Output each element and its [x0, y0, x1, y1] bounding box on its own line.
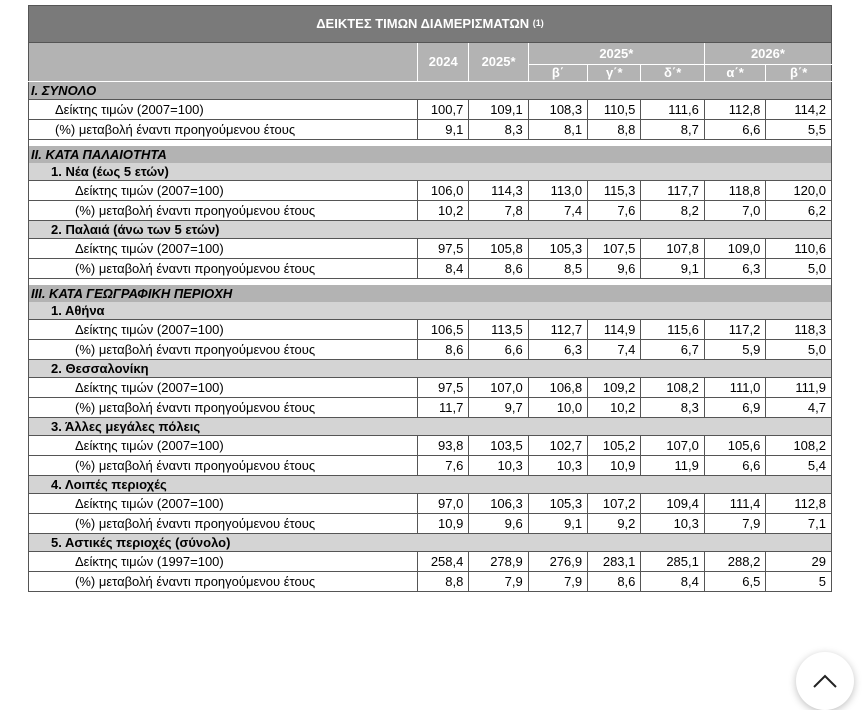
row-label: (%) μεταβολή έναντι προηγούμενου έτους [29, 259, 418, 279]
group-header-title: 1. Νέα (έως 5 ετών) [29, 163, 832, 181]
table-row [29, 201, 832, 221]
value-cell: 7,6 [588, 201, 641, 221]
value-cell: 97,5 [418, 239, 469, 259]
value-cell: 10,9 [418, 514, 469, 534]
table-row [29, 436, 832, 456]
value-cell: 105,3 [528, 239, 587, 259]
row-label: Δείκτης τιμών (1997=100) [29, 552, 418, 572]
price-index-table [28, 5, 832, 592]
row-label: (%) μεταβολή έναντι προηγούμενου έτους [29, 456, 418, 476]
table-row [29, 494, 832, 514]
value-cell: 7,9 [469, 572, 528, 592]
value-cell: 9,1 [418, 120, 469, 140]
value-cell: 113,5 [469, 320, 528, 340]
value-cell: 106,5 [418, 320, 469, 340]
value-cell: 29 [766, 552, 832, 572]
value-cell: 7,9 [528, 572, 587, 592]
table-row [29, 552, 832, 572]
group-header-title: 2. Παλαιά (άνω των 5 ετών) [29, 221, 832, 239]
value-cell: 118,3 [766, 320, 832, 340]
value-cell: 107,2 [588, 494, 641, 514]
value-cell: 114,2 [766, 100, 832, 120]
value-cell: 112,7 [528, 320, 587, 340]
table-row [29, 120, 832, 140]
table-row [29, 100, 832, 120]
value-cell: 102,7 [528, 436, 587, 456]
value-cell: 8,8 [588, 120, 641, 140]
header-q-d-2025: δ΄* [641, 65, 704, 82]
value-cell: 7,4 [528, 201, 587, 221]
value-cell: 108,2 [641, 378, 704, 398]
value-cell: 8,8 [418, 572, 469, 592]
value-cell: 6,5 [704, 572, 765, 592]
value-cell: 5,0 [766, 259, 832, 279]
header-q-g-2025: γ΄* [588, 65, 641, 82]
value-cell: 8,4 [641, 572, 704, 592]
value-cell: 106,3 [469, 494, 528, 514]
value-cell: 117,2 [704, 320, 765, 340]
value-cell: 120,0 [766, 181, 832, 201]
group-header-title: 5. Αστικές περιοχές (σύνολο) [29, 534, 832, 552]
group-header [29, 360, 832, 378]
table-row [29, 259, 832, 279]
value-cell: 105,3 [528, 494, 587, 514]
value-cell: 10,3 [641, 514, 704, 534]
value-cell: 107,0 [641, 436, 704, 456]
row-label: Δείκτης τιμών (2007=100) [29, 239, 418, 259]
value-cell: 93,8 [418, 436, 469, 456]
header-2025-annual: 2025* [469, 43, 528, 82]
table-row [29, 378, 832, 398]
value-cell: 107,0 [469, 378, 528, 398]
group-header [29, 221, 832, 239]
header-2024: 2024 [418, 43, 469, 82]
group-header-title: 4. Λοιπές περιοχές [29, 476, 832, 494]
group-header [29, 534, 832, 552]
header-2025-quarters: 2025* [528, 43, 704, 65]
value-cell: 9,6 [469, 514, 528, 534]
row-label: Δείκτης τιμών (2007=100) [29, 494, 418, 514]
table-row [29, 398, 832, 418]
group-header-title: 3. Άλλες μεγάλες πόλεις [29, 418, 832, 436]
value-cell: 8,2 [641, 201, 704, 221]
value-cell: 288,2 [704, 552, 765, 572]
row-label: (%) μεταβολή έναντι προηγούμενου έτους [29, 201, 418, 221]
value-cell: 8,4 [418, 259, 469, 279]
value-cell: 114,3 [469, 181, 528, 201]
value-cell: 7,4 [588, 340, 641, 360]
value-cell: 107,8 [641, 239, 704, 259]
value-cell: 5,5 [766, 120, 832, 140]
value-cell: 8,5 [528, 259, 587, 279]
value-cell: 118,8 [704, 181, 765, 201]
value-cell: 111,9 [766, 378, 832, 398]
value-cell: 6,6 [704, 456, 765, 476]
value-cell: 10,2 [418, 201, 469, 221]
value-cell: 113,0 [528, 181, 587, 201]
value-cell: 7,1 [766, 514, 832, 534]
value-cell: 8,6 [588, 572, 641, 592]
section-header-title: III. ΚΑΤΑ ΓΕΩΓΡΑΦΙΚΗ ΠΕΡΙΟΧΗ [29, 285, 832, 302]
table-row [29, 456, 832, 476]
value-cell: 109,0 [704, 239, 765, 259]
value-cell: 114,9 [588, 320, 641, 340]
row-label: (%) μεταβολή έναντι προηγούμενου έτους [29, 398, 418, 418]
value-cell: 5 [766, 572, 832, 592]
row-label: Δείκτης τιμών (2007=100) [29, 436, 418, 456]
value-cell: 106,8 [528, 378, 587, 398]
header-q-a-2026: α΄* [704, 65, 765, 82]
table-row [29, 320, 832, 340]
value-cell: 6,3 [528, 340, 587, 360]
value-cell: 285,1 [641, 552, 704, 572]
value-cell: 115,6 [641, 320, 704, 340]
value-cell: 9,2 [588, 514, 641, 534]
value-cell: 8,3 [641, 398, 704, 418]
value-cell: 6,6 [704, 120, 765, 140]
value-cell: 109,1 [469, 100, 528, 120]
value-cell: 9,7 [469, 398, 528, 418]
scroll-to-top-button[interactable] [796, 652, 854, 710]
table-title-text: ΔΕΙΚΤΕΣ ΤΙΜΩΝ ΔΙΑΜΕΡΙΣΜΑΤΩΝ [316, 16, 530, 31]
value-cell: 8,1 [528, 120, 587, 140]
table-row [29, 181, 832, 201]
value-cell: 10,2 [588, 398, 641, 418]
value-cell: 106,0 [418, 181, 469, 201]
section-header [29, 146, 832, 163]
value-cell: 11,7 [418, 398, 469, 418]
value-cell: 97,5 [418, 378, 469, 398]
value-cell: 115,3 [588, 181, 641, 201]
row-label: (%) μεταβολή έναντι προηγούμενου έτους [29, 340, 418, 360]
value-cell: 6,9 [704, 398, 765, 418]
value-cell: 8,3 [469, 120, 528, 140]
value-cell: 109,4 [641, 494, 704, 514]
value-cell: 8,7 [641, 120, 704, 140]
row-label: (%) μεταβολή έναντι προηγούμενου έτους [29, 572, 418, 592]
value-cell: 110,6 [766, 239, 832, 259]
value-cell: 10,9 [588, 456, 641, 476]
value-cell: 105,8 [469, 239, 528, 259]
value-cell: 8,6 [418, 340, 469, 360]
value-cell: 6,3 [704, 259, 765, 279]
row-label: (%) μεταβολή έναντι προηγούμενου έτους [29, 514, 418, 534]
table-row [29, 572, 832, 592]
value-cell: 6,6 [469, 340, 528, 360]
header-q-b-2025: β΄ [528, 65, 587, 82]
value-cell: 6,2 [766, 201, 832, 221]
value-cell: 4,7 [766, 398, 832, 418]
row-label: Δείκτης τιμών (2007=100) [29, 100, 418, 120]
value-cell: 107,5 [588, 239, 641, 259]
value-cell: 5,9 [704, 340, 765, 360]
value-cell: 11,9 [641, 456, 704, 476]
row-label: (%) μεταβολή έναντι προηγούμενου έτους [29, 120, 418, 140]
value-cell: 111,4 [704, 494, 765, 514]
value-cell: 9,1 [641, 259, 704, 279]
group-header [29, 476, 832, 494]
table-title-footnote: (1) [532, 18, 544, 28]
value-cell: 105,2 [588, 436, 641, 456]
value-cell: 100,7 [418, 100, 469, 120]
section-header-title: II. ΚΑΤΑ ΠΑΛΑΙΟΤΗΤΑ [29, 146, 832, 163]
header-2026-quarters: 2026* [704, 43, 831, 65]
value-cell: 5,0 [766, 340, 832, 360]
value-cell: 10,0 [528, 398, 587, 418]
value-cell: 103,5 [469, 436, 528, 456]
value-cell: 9,1 [528, 514, 587, 534]
header-q-b-2026: β΄* [766, 65, 832, 82]
value-cell: 108,2 [766, 436, 832, 456]
group-header [29, 163, 832, 181]
table-row [29, 340, 832, 360]
value-cell: 278,9 [469, 552, 528, 572]
header-blank [29, 43, 418, 82]
value-cell: 7,8 [469, 201, 528, 221]
value-cell: 10,3 [469, 456, 528, 476]
row-label: Δείκτης τιμών (2007=100) [29, 320, 418, 340]
value-cell: 9,6 [588, 259, 641, 279]
value-cell: 105,6 [704, 436, 765, 456]
value-cell: 117,7 [641, 181, 704, 201]
value-cell: 112,8 [766, 494, 832, 514]
value-cell: 97,0 [418, 494, 469, 514]
group-header-title: 1. Αθήνα [29, 302, 832, 320]
row-label: Δείκτης τιμών (2007=100) [29, 378, 418, 398]
value-cell: 7,6 [418, 456, 469, 476]
value-cell: 283,1 [588, 552, 641, 572]
value-cell: 109,2 [588, 378, 641, 398]
value-cell: 111,0 [704, 378, 765, 398]
value-cell: 8,6 [469, 259, 528, 279]
chevron-up-icon [811, 672, 839, 690]
row-label: Δείκτης τιμών (2007=100) [29, 181, 418, 201]
value-cell: 7,9 [704, 514, 765, 534]
section-header-title: I. ΣΥΝΟΛΟ [29, 82, 832, 100]
value-cell: 111,6 [641, 100, 704, 120]
group-header [29, 418, 832, 436]
value-cell: 10,3 [528, 456, 587, 476]
group-header [29, 302, 832, 320]
value-cell: 7,0 [704, 201, 765, 221]
value-cell: 6,7 [641, 340, 704, 360]
table-row [29, 239, 832, 259]
table-row [29, 514, 832, 534]
value-cell: 112,8 [704, 100, 765, 120]
section-header [29, 285, 832, 302]
section-header [29, 82, 832, 100]
value-cell: 5,4 [766, 456, 832, 476]
group-header-title: 2. Θεσσαλονίκη [29, 360, 832, 378]
value-cell: 258,4 [418, 552, 469, 572]
price-index-table-container [28, 5, 832, 592]
value-cell: 110,5 [588, 100, 641, 120]
value-cell: 108,3 [528, 100, 587, 120]
value-cell: 276,9 [528, 552, 587, 572]
table-title [29, 6, 832, 43]
